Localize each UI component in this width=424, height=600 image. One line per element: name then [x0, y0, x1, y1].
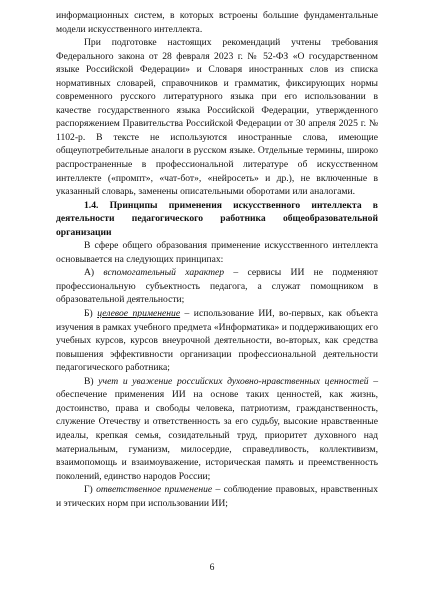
- principle-c-marker: В): [84, 375, 94, 387]
- principle-b-paragraph: [56, 307, 378, 375]
- principle-a-paragraph: [56, 266, 378, 307]
- principle-c-paragraph: [56, 375, 378, 483]
- document-page: [56, 9, 378, 510]
- principle-b-text: – использование ИИ, во-первых, как объекта изучения в рамках учебного предмета «Информатика» и поддерживающих его учебных курсов, курсов внеурочной деятельности, во-вторых, как средства повышения эффективности организации профессиональной деятельности педагогического работника;: [56, 308, 378, 374]
- intro-tail-paragraph: информационных систем, в которых встроены большие фундаментальные модели искусственного интеллекта.: [56, 10, 378, 35]
- principle-b-term: целевое применение: [97, 308, 181, 320]
- principle-c-text: – обеспечение применения ИИ на основе таких ценностей, как жизнь, достоинство, права и свободы человека, патриотизм, гражданственность, служение Отечеству и ответственность за его судьбу, высокие нравственные идеалы, крепкая семья, созидательный труд, приоритет духовного над материальным, гуманизм, милосердие, справедливость, коллективизм, взаимопомощь и взаимоуважение, историческая память и преемственность поколений, единство народов России;: [56, 375, 378, 482]
- principle-d-paragraph: [56, 483, 378, 510]
- principle-a-text: – сервисы ИИ не подменяют профессиональную субъектность педагога, а служат помощником в образовательной деятельности;: [56, 267, 378, 306]
- principle-c-term: учет и уважение российских духовно-нравственных ценностей: [98, 375, 369, 387]
- principle-d-marker: Г): [84, 484, 93, 496]
- principle-d-term: ответственное применение: [96, 484, 213, 496]
- principle-b-marker: Б): [84, 308, 93, 320]
- page-number: 6: [209, 562, 215, 573]
- principle-d-text: – соблюдение правовых, нравственных и этических норм при использовании ИИ;: [56, 484, 379, 509]
- preparation-paragraph: При подготовке настоящих рекомендаций учтены требования Федерального закона от 28 февраля 2023 г. № 52-ФЗ «О государственном языке Российской Федерации» и Словаря иностранных слов из списка нормативных словарей, справочников и грамматик, фиксирующих нормы современного русского литературного языка при его использовании в качестве государственного языка Российской Федерации, утвержденного распоряжением Правительства Российской Федерации от 30 апреля 2025 г. № 1102-р. В тексте не используются иностранные слова, имеющие общеупотребительные аналоги в русском языке. Отдельные термины, широко распространенные в профессиональной литературе об искусственном интеллекте («промпт», «чат-бот», «нейросеть» и др.), не включенные в указанный словарь, заменены описательными оборотами или аналогами.: [56, 37, 378, 198]
- principles-intro-paragraph: В сфере общего образования применение искусственного интеллекта основывается на следующих принципах:: [56, 240, 378, 265]
- principle-a-marker: А): [84, 267, 95, 279]
- section-heading: 1.4. Принципы применения искусственного интеллекта в деятельности педагогического работника общеобразовательной организации: [56, 199, 378, 238]
- principle-a-term: вспомогательный характер: [103, 267, 225, 279]
